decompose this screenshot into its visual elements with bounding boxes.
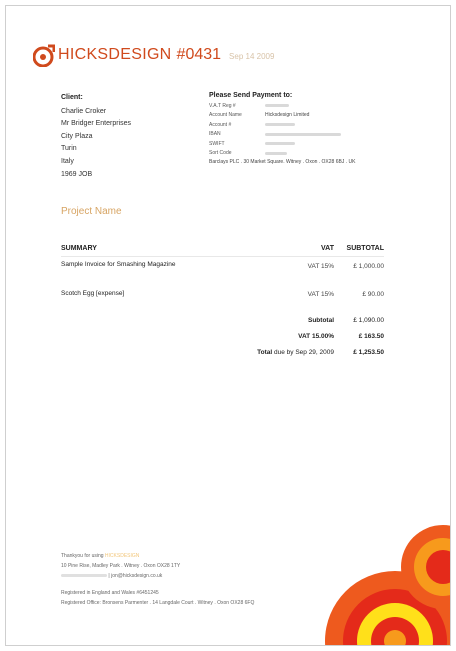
client-line: Charlie Croker [61,107,107,115]
vat-value: £ 163.50 [358,332,384,340]
client-line: Italy [61,157,74,165]
redacted-value [265,152,287,155]
line-vat: VAT 15% [307,291,334,298]
payment-row [209,120,355,130]
footer [61,551,254,608]
payment-label: Sort Code [209,150,232,157]
line-vat: VAT 15% [307,263,334,270]
client-line: Turin [61,145,77,153]
client-line: City Plaza [61,132,93,140]
subtotal-header: SUBTOTAL [346,245,384,252]
client-block [61,92,131,181]
large-target-circle [325,571,451,646]
table-row [61,261,384,290]
subtotal-row [61,312,384,328]
total-label-group [257,349,334,356]
payment-label: V.A.T Reg # [209,102,236,109]
redacted-value [265,104,289,107]
invoice-header [33,43,274,67]
total-due-date: due by Sep 29, 2009 [274,348,334,356]
redacted-value [265,133,341,136]
payment-row [209,149,355,159]
payment-row [209,111,355,121]
redacted-value [265,142,295,145]
thanks-text: Thankyou for using [61,553,104,559]
summary-header: SUMMARY [61,245,97,252]
payment-label: SWIFT [209,140,225,147]
registration-line: Registered in England and Wales #6451245 [61,590,159,596]
header-divider [61,256,384,257]
payment-row [209,101,355,111]
line-description: Scotch Egg [expense] [61,290,125,297]
contact-line [61,571,254,581]
payment-row [209,139,355,149]
payment-heading: Please Send Payment to: [209,92,293,99]
payment-label: Account # [209,121,232,128]
vat-header: VAT [321,245,334,252]
invoice-date: Sep 14 2009 [229,52,275,61]
redacted-phone [61,574,107,577]
bank-address: Barclays PLC . 30 Market Square. Witney . Oxon . OX28 6BJ . UK [209,159,356,165]
redacted-value [265,123,295,126]
vat-label: VAT 15.00% [298,332,334,340]
table-header [61,240,384,252]
project-name: Project Name [61,206,122,217]
summary-table [61,240,384,314]
table-row [61,290,384,314]
payment-label: Account Name [209,112,242,119]
client-line: Mr Bridger Enterprises [61,120,132,128]
thanks-brand: HICKSDESIGN [104,553,140,559]
payment-block [209,92,355,165]
line-description: Sample Invoice for Smashing Magazine [61,261,176,268]
total-value: £ 1,253.50 [353,348,384,356]
totals-block [61,312,384,360]
invoice-page [5,5,451,646]
subtotal-label: Subtotal [308,316,334,324]
thanks-line [61,551,254,561]
payment-row [209,130,355,140]
client-line: 1969 JOB [61,170,93,178]
payment-label: IBAN [209,131,221,138]
footer-address: 10 Pine Rise, Madley Park . Witney . Oxon OX28 1TY [61,563,181,569]
invoice-number: #0431 [176,46,222,63]
small-target-circle [401,525,451,609]
payment-value: Hicksdesign Limited [265,112,310,119]
subtotal-value: £ 1,090.00 [353,316,384,324]
total-row [61,344,384,360]
line-subtotal: £ 1,000.00 [353,263,384,270]
vat-row [61,328,384,344]
footer-email: | jon@hicksdesign.co.uk [108,573,163,579]
line-subtotal: £ 90.00 [362,291,384,298]
client-heading: Client: [61,94,83,101]
brand-name: HICKSDESIGN [58,46,172,63]
total-label: Total [257,348,273,356]
registered-office-line: Registered Office: Bronsens Parmenter . 14 Langdale Court . Witney . Oxon OX28 6FQ [61,600,255,606]
hicksdesign-logo-icon [33,43,55,67]
